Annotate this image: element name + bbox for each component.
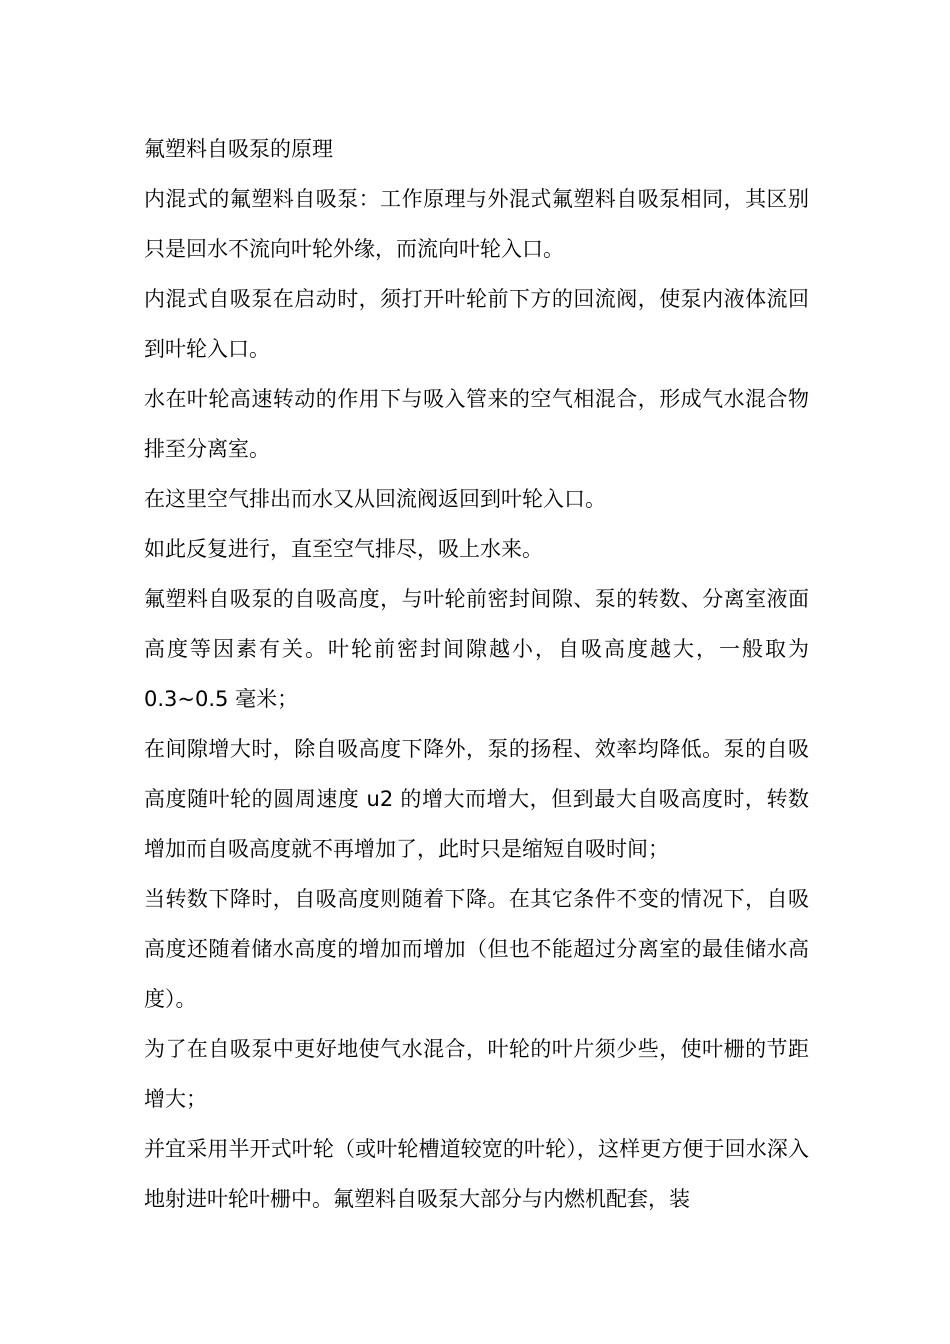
paragraph-8: 当转数下降时，自吸高度则随着下降。在其它条件不变的情况下，自吸高度还随着储水高度的增加而增加（但也不能超过分离室的最佳储水高度）。 (144, 887, 809, 1011)
document-body (144, 124, 809, 1224)
paragraph-10: 并宜采用半开式叶轮（或叶轮槽道较宽的叶轮），这样更方便于回水深入地射进叶轮叶栅中。氟塑料自吸泵大部分与内燃机配套，装 (144, 1137, 809, 1211)
paragraph-7: 在间隙增大时，除自吸高度下降外，泵的扬程、效率均降低。泵的自吸高度随叶轮的圆周速度 u2 的增大而增大，但到最大自吸高度时，转数增加而自吸高度就不再增加了，此时只是缩短自吸时间； (144, 737, 809, 861)
paragraph-9: 为了在自吸泵中更好地使气水混合，叶轮的叶片须少些，使叶栅的节距增大； (144, 1037, 809, 1111)
paragraph-3: 水在叶轮高速转动的作用下与吸入管来的空气相混合，形成气水混合物排至分离室。 (144, 387, 809, 461)
paragraph-1: 内混式的氟塑料自吸泵：工作原理与外混式氟塑料自吸泵相同，其区别只是回水不流向叶轮外缘，而流向叶轮入口。 (144, 187, 809, 261)
paragraph-4: 在这里空气排出而水又从回流阀返回到叶轮入口。 (144, 487, 606, 511)
document-title: 氟塑料自吸泵的原理 (144, 137, 333, 161)
paragraph-6: 氟塑料自吸泵的自吸高度，与叶轮前密封间隙、泵的转数、分离室液面高度等因素有关。叶轮前密封间隙越小，自吸高度越大，一般取为 0.3~0.5 毫米； (144, 587, 809, 711)
paragraph-2: 内混式自吸泵在启动时，须打开叶轮前下方的回流阀，使泵内液体流回到叶轮入口。 (144, 287, 809, 361)
paragraph-5: 如此反复进行，直至空气排尽，吸上水来。 (144, 537, 543, 561)
